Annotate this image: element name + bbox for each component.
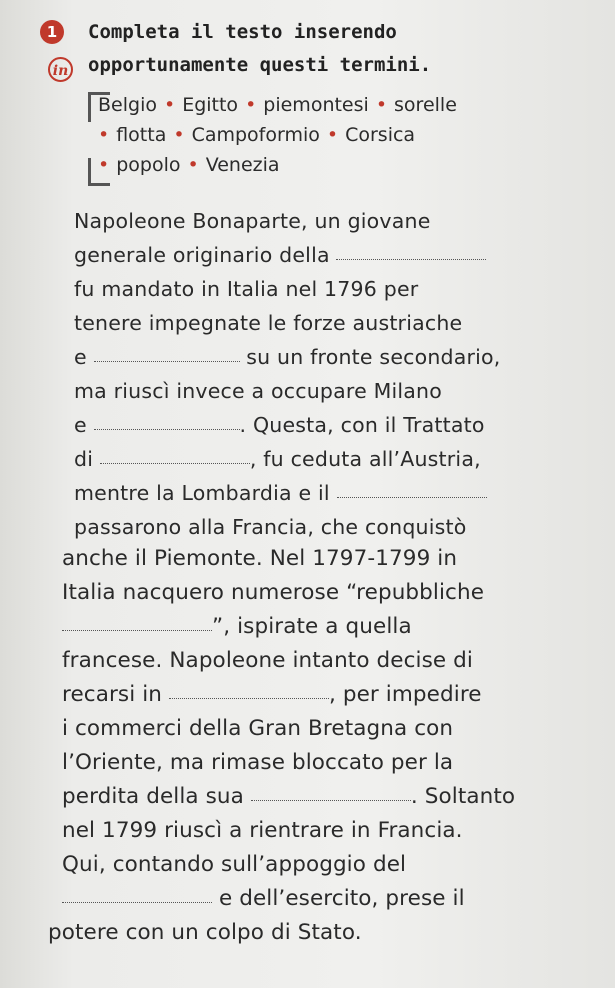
text-line bbox=[74, 241, 486, 269]
text-line: tenere impegnate le forze austriache bbox=[74, 311, 463, 335]
text-fragment: , per impedire bbox=[328, 682, 482, 707]
bullet-icon: • bbox=[326, 124, 339, 146]
text-line: anche il Piemonte. Nel 1797-1799 in bbox=[62, 546, 458, 571]
text-line bbox=[74, 343, 501, 371]
bullet-icon: • bbox=[163, 94, 176, 116]
text-line: passarono alla Francia, che conquistò bbox=[74, 515, 467, 539]
word-bank-term: Egitto bbox=[182, 94, 239, 116]
text-line bbox=[62, 613, 412, 641]
fill-blank-3[interactable] bbox=[94, 411, 240, 430]
bracket-bottom-left-icon bbox=[88, 158, 91, 186]
bullet-icon: • bbox=[187, 154, 199, 176]
text-fragment: , fu ceduta all’Austria, bbox=[249, 447, 481, 471]
fill-blank-5[interactable] bbox=[337, 479, 487, 498]
word-bank-term: piemontesi bbox=[263, 94, 369, 116]
word-bank-term: popolo bbox=[116, 154, 181, 176]
fill-blank-9[interactable] bbox=[62, 884, 212, 903]
text-line: Qui, contando sull’appoggio del bbox=[62, 852, 407, 877]
instruction-line-1: Completa il testo inserendo bbox=[88, 21, 397, 43]
text-line bbox=[74, 411, 485, 439]
word-bank-row-3 bbox=[98, 152, 280, 178]
text-line: i commerci della Gran Bretagna con bbox=[62, 716, 454, 741]
text-fragment: generale originario della bbox=[74, 243, 330, 267]
text-line bbox=[62, 783, 515, 811]
fill-blank-6[interactable] bbox=[62, 612, 212, 631]
bracket-bottom-icon bbox=[88, 183, 110, 186]
text-line: francese. Napoleone intanto decise di bbox=[62, 648, 473, 673]
text-fragment: di bbox=[74, 447, 94, 471]
text-line: Napoleone Bonaparte, un giovane bbox=[74, 209, 431, 233]
text-fragment: ”, ispirate a quella bbox=[212, 614, 412, 639]
fill-blank-7[interactable] bbox=[169, 680, 329, 699]
bullet-icon: • bbox=[98, 154, 110, 176]
exercise-number-badge: 1 bbox=[40, 20, 64, 44]
word-bank-row-1 bbox=[98, 92, 457, 118]
word-bank-term: Venezia bbox=[205, 154, 280, 176]
word-bank-term: Belgio bbox=[98, 94, 157, 116]
instruction-line-2: opportunamente questi termini. bbox=[88, 54, 432, 76]
text-fragment: perdita della sua bbox=[62, 784, 244, 809]
fill-blank-4[interactable] bbox=[100, 445, 250, 464]
text-fragment: su un fronte secondario, bbox=[246, 345, 501, 369]
text-line: nel 1799 riuscì a rientrare in Francia. bbox=[62, 818, 463, 843]
text-line: fu mandato in Italia nel 1796 per bbox=[74, 277, 419, 301]
text-fragment: e bbox=[74, 345, 87, 369]
text-line: ma riuscì invece a occupare Milano bbox=[74, 379, 442, 403]
word-bank-term: Campoformio bbox=[191, 124, 320, 146]
word-bank-term: sorelle bbox=[394, 94, 457, 116]
word-bank-term: flotta bbox=[116, 124, 167, 146]
text-line bbox=[62, 681, 482, 709]
bracket-left-icon bbox=[88, 92, 91, 122]
text-line bbox=[74, 445, 481, 473]
text-line: Italia nacquero numerose “repubbliche bbox=[62, 580, 485, 605]
text-fragment: e dell’esercito, prese il bbox=[218, 886, 465, 911]
bullet-icon: • bbox=[375, 94, 388, 116]
text-line bbox=[74, 479, 487, 507]
text-line: l’Oriente, ma rimase bloccato per la bbox=[62, 750, 454, 775]
text-fragment: e bbox=[74, 413, 87, 437]
text-line: potere con un colpo di Stato. bbox=[48, 920, 362, 945]
in-icon: in bbox=[48, 57, 73, 82]
bullet-icon: • bbox=[173, 124, 185, 146]
fill-blank-8[interactable] bbox=[251, 782, 411, 801]
bullet-icon: • bbox=[245, 94, 257, 116]
text-fragment: . Soltanto bbox=[410, 784, 516, 809]
text-fragment: . Questa, con il Trattato bbox=[239, 413, 485, 437]
word-bank-term: Corsica bbox=[345, 124, 416, 146]
text-fragment: recarsi in bbox=[62, 682, 163, 707]
bullet-icon: • bbox=[98, 124, 110, 146]
text-fragment: mentre la Lombardia e il bbox=[74, 481, 330, 505]
fill-blank-1[interactable] bbox=[336, 241, 486, 260]
fill-blank-2[interactable] bbox=[94, 343, 240, 362]
word-bank-row-2 bbox=[98, 122, 415, 148]
text-line bbox=[62, 885, 465, 913]
